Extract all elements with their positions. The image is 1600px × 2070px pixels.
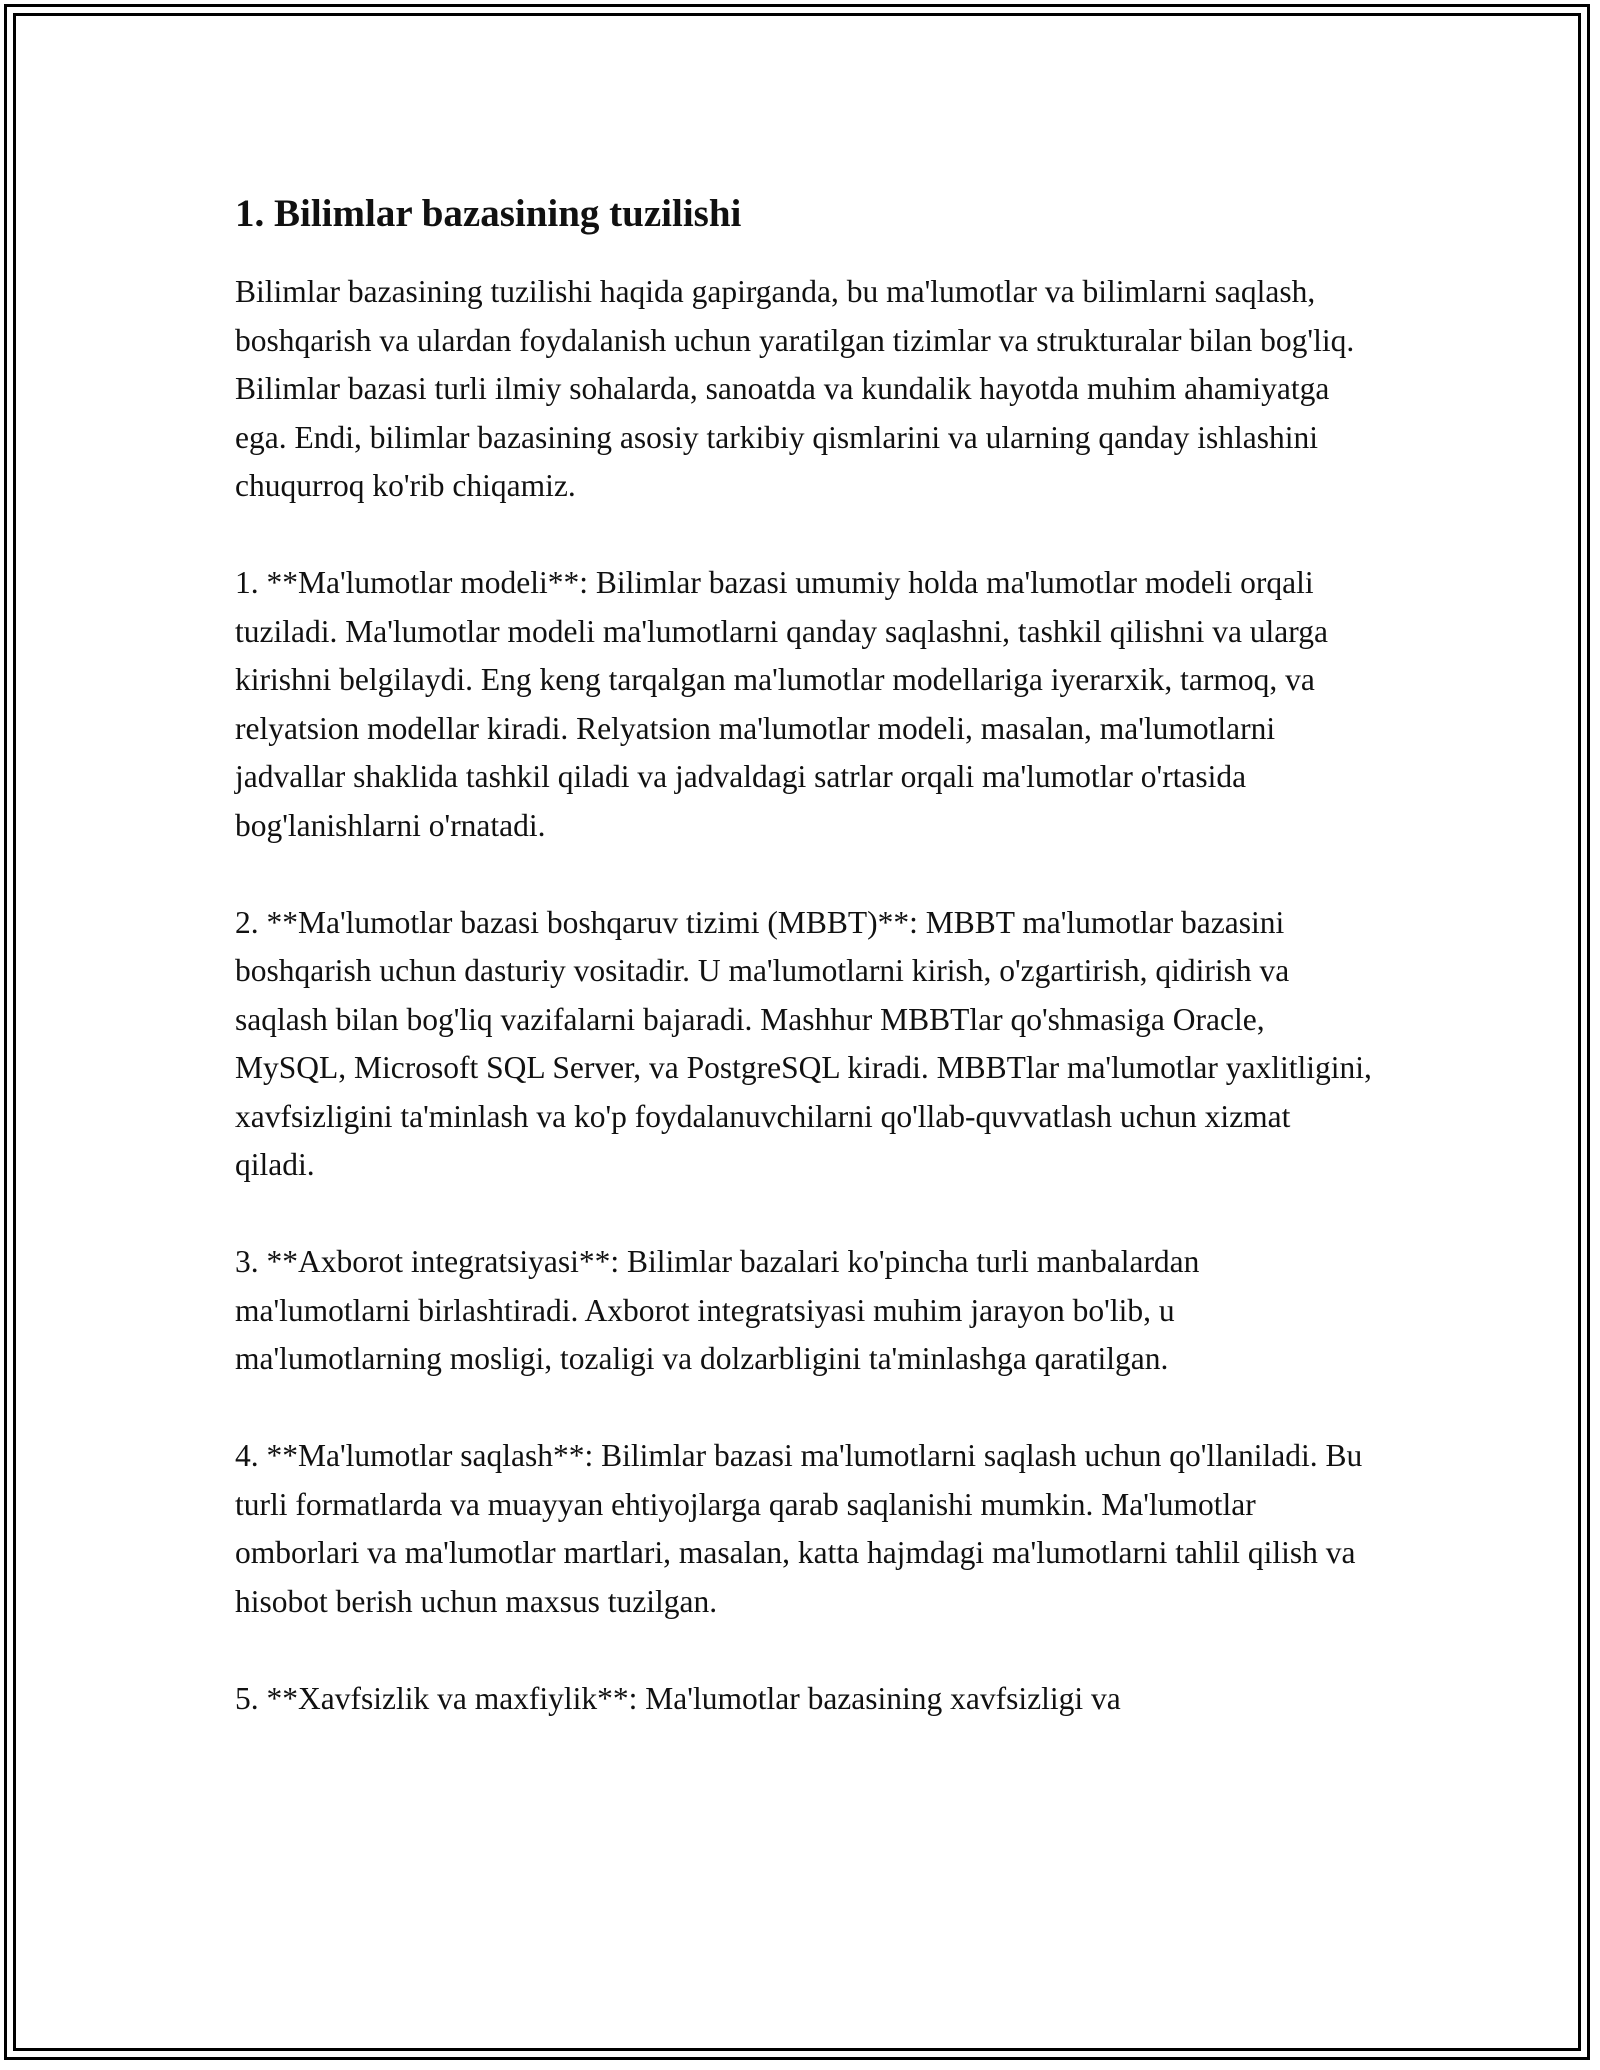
paragraph-storage: 4. **Ma'lumotlar saqlash**: Bilimlar bazasi ma'lumotlarni saqlash uchun qo'llaniladi. Bu turli formatlarda va muayyan ehtiyojlarga qarab saqlanishi mumkin. Ma'lumotlar omborlari va ma'lumotlar martlari, masalan, katta hajmdagi ma'lumotlarni tahlil qilish va hisobot berish uchun maxsus tuzilgan. (235, 1438, 1363, 1619)
intro-paragraph: Bilimlar bazasining tuzilishi haqida gapirganda, bu ma'lumotlar va bilimlarni saqlash, boshqarish va ulardan foydalanish uchun yaratilgan tizimlar va strukturalar bilan bog'liq. Bilimlar bazasi turli ilmiy sohalarda, sanoatda va kundalik hayotda muhim ahamiyatga ega. Endi, bilimlar bazasining asosiy tarkibiy qismlarini va ularning qanday ishlashini chuqurroq ko'rib chiqamiz. (235, 274, 1355, 503)
document-body (235, 188, 1375, 1772)
paragraph-dbms: 2. **Ma'lumotlar bazasi boshqaruv tizimi (MBBT)**: MBBT ma'lumotlar bazasini boshqarish uchun dasturiy vositadir. U ma'lumotlarni kirish, o'zgartirish, qidirish va saqlash bilan bog'liq vazifalarni bajaradi. Mashhur MBBTlar qo'shmasiga Oracle, MySQL, Microsoft SQL Server, va PostgreSQL kiradi. MBBTlar ma'lumotlar yaxlitligini, xavfsizligini ta'minlash va ko'p foydalanuvchilarni qo'llab-quvvatlash uchun xizmat qiladi. (235, 904, 1372, 1182)
paragraph-integration: 3. **Axborot integratsiyasi**: Bilimlar bazalari ko'pincha turli manbalardan ma'lumotlarni birlashtiradi. Axborot integratsiyasi muhim jarayon bo'lib, u ma'lumotlarning mosligi, tozaligi va dolzarbligini ta'minlashga qaratilgan. (235, 1244, 1200, 1376)
document-title: 1. Bilimlar bazasining tuzilishi (235, 192, 742, 235)
paragraph-data-model: 1. **Ma'lumotlar modeli**: Bilimlar bazasi umumiy holda ma'lumotlar modeli orqali tuziladi. Ma'lumotlar modeli ma'lumotlarni qanday saqlashni, tashkil qilishni va ularga kirishni belgilaydi. Eng keng tarqalgan ma'lumotlar modellariga iyerarxik, tarmoq, va relyatsion modellar kiradi. Relyatsion ma'lumotlar modeli, masalan, ma'lumotlarni jadvallar shaklida tashkil qiladi va jadvaldagi satrlar orqali ma'lumotlar o'rtasida bog'lanishlarni o'rnatadi. (235, 565, 1328, 843)
paragraph-security: 5. **Xavfsizlik va maxfiylik**: Ma'lumotlar bazasining xavfsizligi va (235, 1680, 1121, 1716)
